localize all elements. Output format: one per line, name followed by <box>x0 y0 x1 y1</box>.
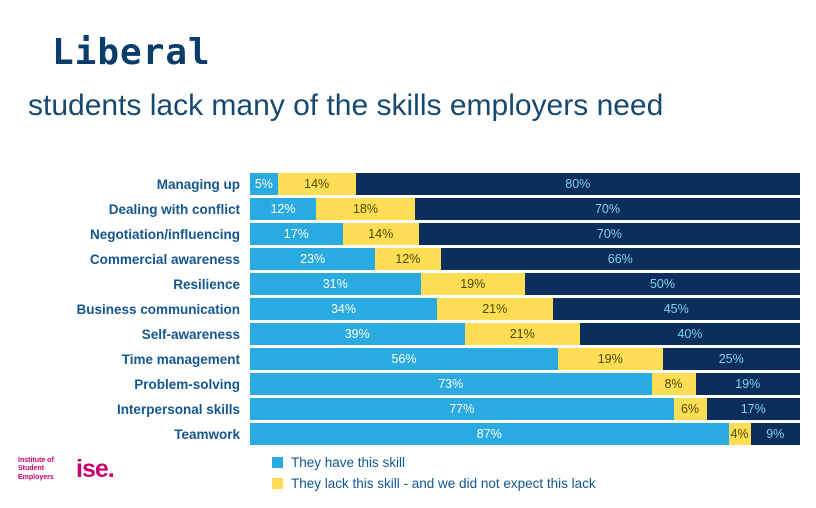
legend-item <box>272 476 596 491</box>
category-label: Business communication <box>76 301 240 317</box>
category-label: Self-awareness <box>141 326 240 342</box>
chart-row <box>28 222 800 246</box>
legend-label: They have this skill <box>291 455 406 470</box>
bar-segment: 87% <box>250 423 729 445</box>
chart-row <box>28 347 800 371</box>
bar-segment: 70% <box>415 198 800 220</box>
bar-segment: 6% <box>674 398 707 420</box>
logo-mark: ise. <box>76 455 114 483</box>
bar-track <box>250 398 800 420</box>
bar-segment: 80% <box>356 173 800 195</box>
bar-track <box>250 248 800 270</box>
chart-row <box>28 372 800 396</box>
stacked-bar-chart <box>28 172 800 447</box>
bar-segment: 34% <box>250 298 437 320</box>
bar-segment: 4% <box>729 423 751 445</box>
page-title: students lack many of the skills employers need <box>28 89 664 122</box>
bar-segment: 18% <box>316 198 415 220</box>
category-label: Teamwork <box>174 426 240 442</box>
chart-row <box>28 172 800 196</box>
bar-track <box>250 173 800 195</box>
bar-segment: 70% <box>419 223 800 245</box>
chart-row <box>28 272 800 296</box>
bar-segment: 50% <box>525 273 800 295</box>
bar-segment: 21% <box>465 323 581 345</box>
bar-segment: 14% <box>278 173 356 195</box>
bar-segment: 17% <box>250 223 343 245</box>
chart-row <box>28 247 800 271</box>
bar-segment: 45% <box>553 298 801 320</box>
category-label: Commercial awareness <box>89 251 240 267</box>
bar-track <box>250 348 800 370</box>
bar-track <box>250 198 800 220</box>
bar-segment: 17% <box>707 398 801 420</box>
bar-track <box>250 223 800 245</box>
category-label: Resilience <box>173 276 240 292</box>
bar-segment: 73% <box>250 373 652 395</box>
bar-segment: 9% <box>751 423 801 445</box>
bar-segment: 12% <box>375 248 440 270</box>
legend-swatch-icon <box>272 478 283 489</box>
bar-segment: 39% <box>250 323 465 345</box>
chart-row <box>28 397 800 421</box>
chart-row <box>28 297 800 321</box>
bar-segment: 19% <box>558 348 663 370</box>
bar-segment: 23% <box>250 248 375 270</box>
category-label: Dealing with conflict <box>108 201 240 217</box>
legend-item <box>272 455 596 470</box>
chart-row <box>28 197 800 221</box>
bar-segment: 56% <box>250 348 558 370</box>
chart-legend <box>272 455 596 497</box>
legend-swatch-icon <box>272 457 283 468</box>
bar-track <box>250 323 800 345</box>
bar-track <box>250 423 800 445</box>
category-label: Negotiation/influencing <box>90 226 240 242</box>
bar-segment: 66% <box>441 248 800 270</box>
legend-label: They lack this skill - and we did not expect this lack <box>291 476 596 491</box>
bar-segment: 19% <box>696 373 801 395</box>
brand-title: Liberal <box>52 32 211 73</box>
bar-track <box>250 273 800 295</box>
category-label: Managing up <box>156 176 240 192</box>
logo-organisation-name: Institute of Student Employers <box>18 457 54 481</box>
logo <box>18 455 114 484</box>
bar-track <box>250 298 800 320</box>
category-label: Time management <box>121 351 240 367</box>
bar-segment: 25% <box>663 348 801 370</box>
bar-segment: 40% <box>580 323 800 345</box>
bar-segment: 14% <box>343 223 419 245</box>
bar-segment: 5% <box>250 173 278 195</box>
bar-segment: 21% <box>437 298 553 320</box>
chart-row <box>28 322 800 346</box>
bar-track <box>250 373 800 395</box>
bar-segment: 19% <box>421 273 526 295</box>
bar-segment: 8% <box>652 373 696 395</box>
category-label: Problem-solving <box>134 376 240 392</box>
bar-segment: 12% <box>250 198 316 220</box>
bar-segment: 77% <box>250 398 674 420</box>
bar-segment: 31% <box>250 273 421 295</box>
chart-row <box>28 422 800 446</box>
category-label: Interpersonal skills <box>116 401 240 417</box>
